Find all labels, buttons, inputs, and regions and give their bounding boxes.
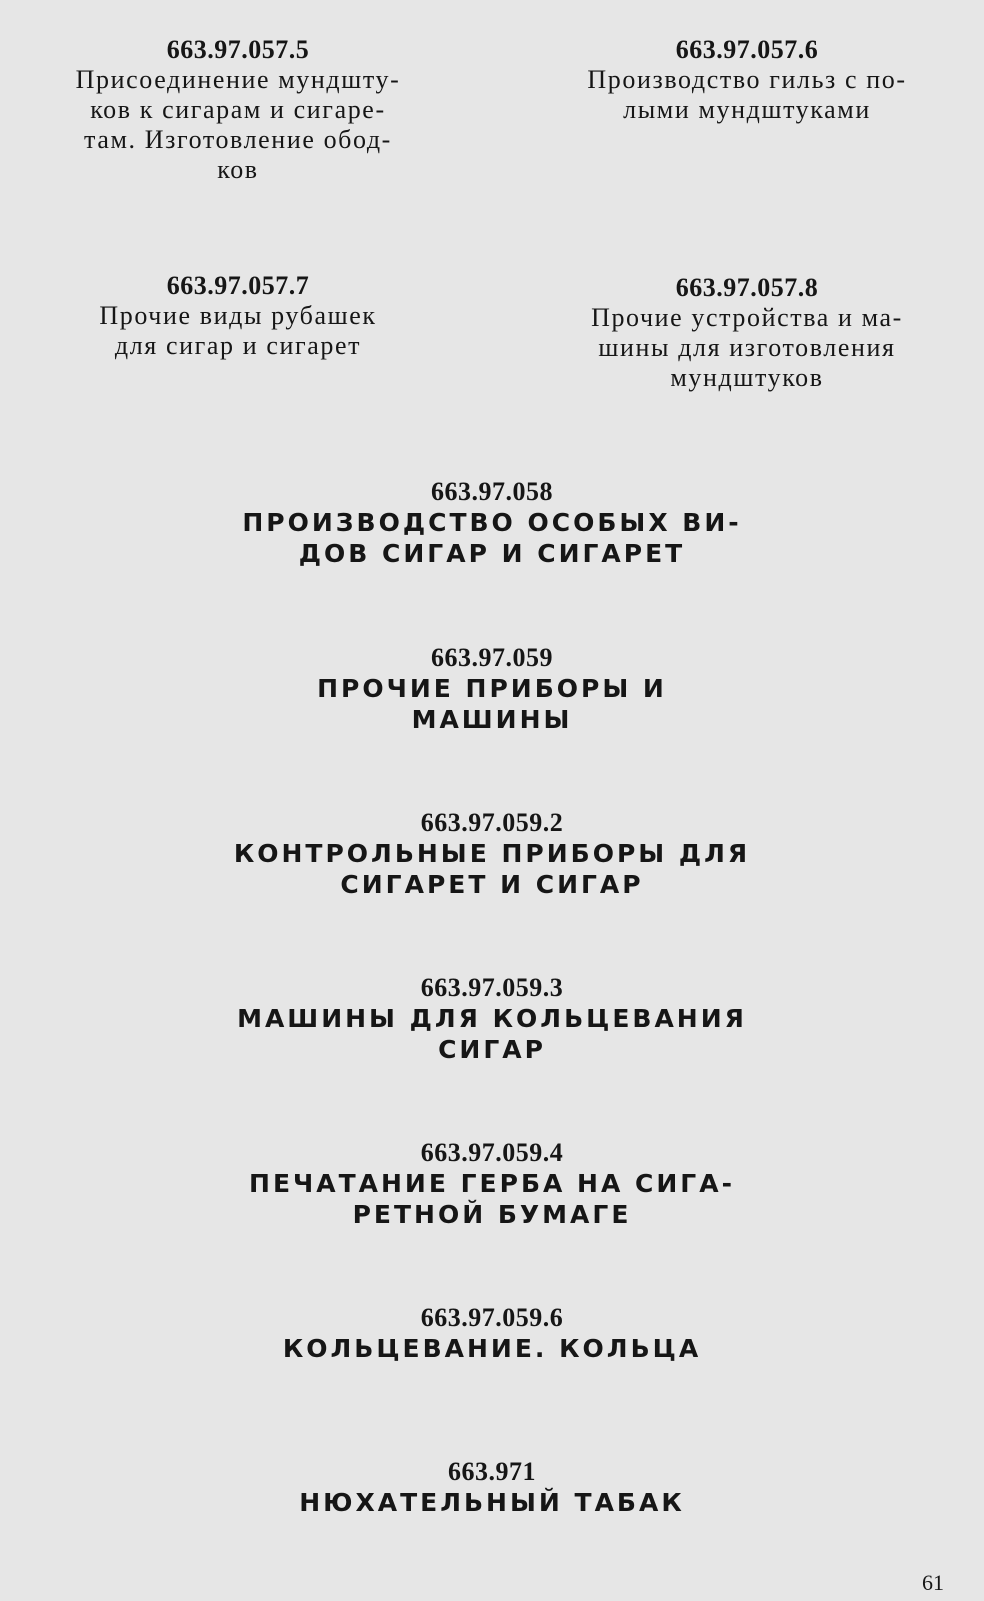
entry-code: 663.97.057.6 [675, 35, 819, 64]
section-title: ПРОИЗВОДСТВО ОСОБЫХ ВИ- ДОВ СИГАР И СИГАРЕТ [242, 508, 742, 568]
entry-663-97-057-7 [48, 271, 428, 361]
section-663-97-059-3 [190, 973, 794, 1065]
section-title: НЮХАТЕЛЬНЫЙ ТАБАК [299, 1488, 685, 1517]
entry-663-97-057-5 [48, 35, 428, 185]
section-code: 663.97.059.2 [420, 808, 564, 837]
entry-code: 663.97.057.8 [675, 273, 819, 302]
section-663-97-059-2 [190, 808, 794, 900]
entry-text: Производство гильз с по- лыми мундштуками [587, 65, 907, 124]
entry-text: Прочие виды рубашек для сигар и сигарет [99, 301, 377, 360]
section-title: ПРОЧИЕ ПРИБОРЫ И МАШИНЫ [317, 674, 667, 734]
entry-text: Присоединение мундшту- ков к сигарам и сигаре- там. Изготовление обод- ков [75, 65, 401, 184]
section-code: 663.971 [448, 1457, 536, 1486]
section-title: КОЛЬЦЕВАНИЕ. КОЛЬЦА [282, 1334, 702, 1363]
section-663-97-058 [190, 477, 794, 569]
section-663-97-059-6 [190, 1303, 794, 1364]
section-title: ПЕЧАТАНИЕ ГЕРБА НА СИГА- РЕТНОЙ БУМАГЕ [249, 1169, 735, 1229]
section-code: 663.97.059.4 [420, 1138, 564, 1167]
section-code: 663.97.058 [431, 477, 553, 506]
section-title: КОНТРОЛЬНЫЕ ПРИБОРЫ ДЛЯ СИГАРЕТ И СИГАР [233, 839, 751, 899]
section-code: 663.97.059.6 [420, 1303, 564, 1332]
section-code: 663.97.059 [431, 643, 553, 672]
section-663-97-059-4 [190, 1138, 794, 1230]
section-663-971 [190, 1457, 794, 1518]
section-code: 663.97.059.3 [420, 973, 564, 1002]
entry-code: 663.97.057.7 [166, 271, 310, 300]
page-number: 61 [922, 1570, 944, 1595]
section-663-97-059 [190, 643, 794, 735]
entry-text: Прочие устройства и ма- шины для изготовления мундштуков [591, 303, 903, 392]
entry-663-97-057-8 [552, 273, 942, 393]
entry-663-97-057-6 [552, 35, 942, 125]
entry-code: 663.97.057.5 [166, 35, 310, 64]
section-title: МАШИНЫ ДЛЯ КОЛЬЦЕВАНИЯ СИГАР [237, 1004, 747, 1064]
